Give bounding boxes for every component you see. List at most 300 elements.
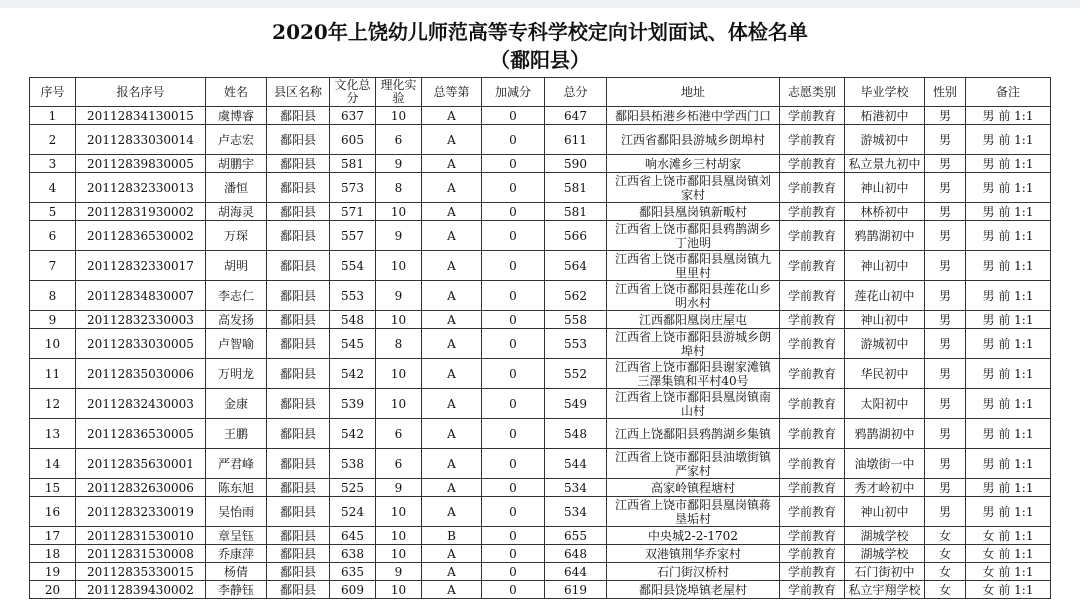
cell-gender: 女 xyxy=(925,581,966,599)
cell-gender: 男 xyxy=(925,203,966,221)
cell-total: 544 xyxy=(545,449,607,479)
cell-index: 5 xyxy=(30,203,76,221)
cell-index: 20 xyxy=(30,581,76,599)
cell-name: 陈东旭 xyxy=(206,479,267,497)
cell-total: 534 xyxy=(545,479,607,497)
cell-total: 566 xyxy=(545,221,607,251)
cell-gender: 男 xyxy=(925,419,966,449)
cell-registration-no: 20112832630006 xyxy=(76,479,206,497)
cell-address xyxy=(607,203,780,221)
cell-remark: 男 前 1:1 xyxy=(966,479,1051,497)
cell-address xyxy=(607,419,780,449)
col-header-name: 姓名 xyxy=(206,78,267,107)
table-row xyxy=(30,389,1051,419)
cell-school: 私立景九初中 xyxy=(845,155,925,173)
cell-total: 562 xyxy=(545,281,607,311)
table-row xyxy=(30,479,1051,497)
address-text: 江西省鄱阳县游城乡朗埠村 xyxy=(620,132,765,147)
cell-gender: 男 xyxy=(925,125,966,155)
cell-gender: 男 xyxy=(925,107,966,125)
address-text: 江西省上饶市鄱阳县莲花山乡明水村 xyxy=(614,281,771,310)
cell-index: 17 xyxy=(30,527,76,545)
cell-remark: 女 前 1:1 xyxy=(966,545,1051,563)
cell-registration-no: 20112833030014 xyxy=(76,125,206,155)
cell-category: 学前教育 xyxy=(780,581,845,599)
table-row xyxy=(30,173,1051,203)
address-text: 响水滩乡三村胡家 xyxy=(644,156,741,171)
cell-culture-score: 553 xyxy=(330,281,376,311)
cell-registration-no: 20112834830007 xyxy=(76,281,206,311)
cell-lab-score: 10 xyxy=(376,389,422,419)
cell-culture-score: 637 xyxy=(330,107,376,125)
cell-index: 14 xyxy=(30,449,76,479)
cell-grade: B xyxy=(422,527,482,545)
cell-remark: 女 前 1:1 xyxy=(966,527,1051,545)
cell-registration-no: 20112836530002 xyxy=(76,221,206,251)
cell-gender: 女 xyxy=(925,527,966,545)
col-header-registration-no: 报名序号 xyxy=(76,78,206,107)
cell-gender: 男 xyxy=(925,281,966,311)
cell-county: 鄱阳县 xyxy=(267,449,330,479)
cell-category: 学前教育 xyxy=(780,311,845,329)
cell-index: 3 xyxy=(30,155,76,173)
address-text: 江西省上饶市鄱阳县凰岗镇南山村 xyxy=(614,389,771,418)
table-row xyxy=(30,107,1051,125)
col-header-address: 地址 xyxy=(607,78,780,107)
cell-registration-no: 20112831930002 xyxy=(76,203,206,221)
cell-name: 万明龙 xyxy=(206,359,267,389)
table-row xyxy=(30,221,1051,251)
cell-category: 学前教育 xyxy=(780,527,845,545)
cell-county: 鄱阳县 xyxy=(267,173,330,203)
cell-school: 游城初中 xyxy=(845,329,925,359)
cell-index: 4 xyxy=(30,173,76,203)
col-header-remark: 备注 xyxy=(966,78,1051,107)
col-header-school: 毕业学校 xyxy=(845,78,925,107)
cell-total: 553 xyxy=(545,329,607,359)
table-row xyxy=(30,155,1051,173)
cell-category: 学前教育 xyxy=(780,107,845,125)
cell-grade: A xyxy=(422,581,482,599)
cell-total: 590 xyxy=(545,155,607,173)
col-header-gender: 性别 xyxy=(925,78,966,107)
cell-county: 鄱阳县 xyxy=(267,359,330,389)
cell-category: 学前教育 xyxy=(780,359,845,389)
cell-registration-no: 20112839430002 xyxy=(76,581,206,599)
cell-lab-score: 9 xyxy=(376,155,422,173)
cell-culture-score: 605 xyxy=(330,125,376,155)
cell-registration-no: 20112834130015 xyxy=(76,107,206,125)
address-text: 江西省上饶市鄱阳县油墩街镇严家村 xyxy=(614,449,771,478)
cell-address xyxy=(607,497,780,527)
cell-name: 卢智喻 xyxy=(206,329,267,359)
address-text: 双港镇荆华乔家村 xyxy=(644,546,741,561)
cell-culture-score: 645 xyxy=(330,527,376,545)
cell-school: 鸦鹊湖初中 xyxy=(845,221,925,251)
cell-grade: A xyxy=(422,497,482,527)
cell-address xyxy=(607,527,780,545)
cell-gender: 男 xyxy=(925,329,966,359)
cell-gender: 男 xyxy=(925,449,966,479)
col-header-bonus: 加减分 xyxy=(482,78,545,107)
cell-name: 虞博睿 xyxy=(206,107,267,125)
cell-total: 619 xyxy=(545,581,607,599)
cell-bonus: 0 xyxy=(482,581,545,599)
cell-remark: 男 前 1:1 xyxy=(966,419,1051,449)
cell-county: 鄱阳县 xyxy=(267,389,330,419)
cell-category: 学前教育 xyxy=(780,479,845,497)
cell-category: 学前教育 xyxy=(780,389,845,419)
cell-school: 油墩街一中 xyxy=(845,449,925,479)
cell-lab-score: 6 xyxy=(376,449,422,479)
cell-lab-score: 6 xyxy=(376,419,422,449)
cell-index: 2 xyxy=(30,125,76,155)
cell-address xyxy=(607,545,780,563)
cell-category: 学前教育 xyxy=(780,155,845,173)
address-text: 鄱阳县凰岗镇新畈村 xyxy=(638,204,747,219)
cell-remark: 男 前 1:1 xyxy=(966,497,1051,527)
cell-total: 564 xyxy=(545,251,607,281)
cell-gender: 男 xyxy=(925,389,966,419)
cell-index: 18 xyxy=(30,545,76,563)
cell-lab-score: 10 xyxy=(376,251,422,281)
cell-remark: 男 前 1:1 xyxy=(966,125,1051,155)
cell-gender: 男 xyxy=(925,479,966,497)
table-row xyxy=(30,311,1051,329)
document-title: 2020年上饶幼儿师范高等专科学校定向计划面试、体检名单 xyxy=(272,20,808,44)
cell-bonus: 0 xyxy=(482,527,545,545)
cell-remark: 男 前 1:1 xyxy=(966,359,1051,389)
col-header-lab-score: 理化实验 xyxy=(376,78,422,107)
cell-lab-score: 8 xyxy=(376,329,422,359)
cell-grade: A xyxy=(422,203,482,221)
cell-total: 655 xyxy=(545,527,607,545)
cell-grade: A xyxy=(422,311,482,329)
cell-remark: 女 前 1:1 xyxy=(966,581,1051,599)
cell-county: 鄱阳县 xyxy=(267,581,330,599)
cell-bonus: 0 xyxy=(482,419,545,449)
cell-lab-score: 9 xyxy=(376,563,422,581)
cell-bonus: 0 xyxy=(482,563,545,581)
cell-index: 9 xyxy=(30,311,76,329)
cell-grade: A xyxy=(422,251,482,281)
cell-remark: 男 前 1:1 xyxy=(966,389,1051,419)
document-subtitle: （鄱阳县） xyxy=(490,48,590,72)
cell-bonus: 0 xyxy=(482,173,545,203)
cell-name: 吴怡雨 xyxy=(206,497,267,527)
cell-culture-score: 525 xyxy=(330,479,376,497)
cell-grade: A xyxy=(422,173,482,203)
cell-category: 学前教育 xyxy=(780,449,845,479)
cell-total: 558 xyxy=(545,311,607,329)
cell-category: 学前教育 xyxy=(780,221,845,251)
cell-registration-no: 20112832330017 xyxy=(76,251,206,281)
cell-category: 学前教育 xyxy=(780,563,845,581)
cell-index: 7 xyxy=(30,251,76,281)
cell-grade: A xyxy=(422,281,482,311)
table-row xyxy=(30,449,1051,479)
cell-lab-score: 9 xyxy=(376,281,422,311)
cell-county: 鄱阳县 xyxy=(267,203,330,221)
cell-registration-no: 20112832330019 xyxy=(76,497,206,527)
table-row xyxy=(30,251,1051,281)
cell-county: 鄱阳县 xyxy=(267,419,330,449)
cell-remark: 男 前 1:1 xyxy=(966,449,1051,479)
table-row xyxy=(30,419,1051,449)
cell-culture-score: 609 xyxy=(330,581,376,599)
cell-bonus: 0 xyxy=(482,221,545,251)
cell-lab-score: 10 xyxy=(376,581,422,599)
cell-address xyxy=(607,449,780,479)
cell-bonus: 0 xyxy=(482,449,545,479)
cell-index: 8 xyxy=(30,281,76,311)
cell-total: 647 xyxy=(545,107,607,125)
cell-registration-no: 20112832330003 xyxy=(76,311,206,329)
cell-address xyxy=(607,581,780,599)
cell-registration-no: 20112832430003 xyxy=(76,389,206,419)
cell-culture-score: 571 xyxy=(330,203,376,221)
cell-registration-no: 20112832330013 xyxy=(76,173,206,203)
address-text: 江西上饶鄱阳县鸦鹊湖乡集镇 xyxy=(614,426,771,441)
cell-grade: A xyxy=(422,155,482,173)
cell-county: 鄱阳县 xyxy=(267,563,330,581)
cell-name: 章呈钰 xyxy=(206,527,267,545)
cell-culture-score: 524 xyxy=(330,497,376,527)
cell-address xyxy=(607,329,780,359)
cell-remark: 男 前 1:1 xyxy=(966,203,1051,221)
cell-lab-score: 9 xyxy=(376,221,422,251)
cell-lab-score: 8 xyxy=(376,173,422,203)
cell-lab-score: 10 xyxy=(376,545,422,563)
cell-culture-score: 573 xyxy=(330,173,376,203)
cell-school: 秀才岭初中 xyxy=(845,479,925,497)
cell-culture-score: 554 xyxy=(330,251,376,281)
table-row xyxy=(30,281,1051,311)
cell-remark: 男 前 1:1 xyxy=(966,107,1051,125)
cell-address xyxy=(607,155,780,173)
cell-culture-score: 581 xyxy=(330,155,376,173)
cell-total: 581 xyxy=(545,173,607,203)
cell-county: 鄱阳县 xyxy=(267,125,330,155)
table-row xyxy=(30,527,1051,545)
cell-registration-no: 20112831530010 xyxy=(76,527,206,545)
cell-address xyxy=(607,125,780,155)
cell-grade: A xyxy=(422,359,482,389)
cell-category: 学前教育 xyxy=(780,125,845,155)
col-header-total: 总分 xyxy=(545,78,607,107)
col-header-culture-score: 文化总分 xyxy=(330,78,376,107)
table-row xyxy=(30,497,1051,527)
cell-category: 学前教育 xyxy=(780,419,845,449)
cell-school: 华民初中 xyxy=(845,359,925,389)
cell-category: 学前教育 xyxy=(780,251,845,281)
cell-gender: 女 xyxy=(925,545,966,563)
cell-grade: A xyxy=(422,545,482,563)
cell-registration-no: 20112831530008 xyxy=(76,545,206,563)
cell-bonus: 0 xyxy=(482,251,545,281)
cell-school: 鸦鹊湖初中 xyxy=(845,419,925,449)
cell-gender: 男 xyxy=(925,173,966,203)
cell-name: 胡明 xyxy=(206,251,267,281)
cell-grade: A xyxy=(422,329,482,359)
address-text: 江西省上饶市鄱阳县凰岗镇九里里村 xyxy=(614,251,771,280)
table-row xyxy=(30,329,1051,359)
cell-grade: A xyxy=(422,221,482,251)
cell-grade: A xyxy=(422,389,482,419)
table-row xyxy=(30,545,1051,563)
cell-index: 11 xyxy=(30,359,76,389)
cell-registration-no: 20112835030006 xyxy=(76,359,206,389)
address-text: 江西省上饶市鄱阳县鸦鹊湖乡丁池明 xyxy=(614,221,771,250)
cell-grade: A xyxy=(422,563,482,581)
cell-total: 581 xyxy=(545,203,607,221)
cell-address xyxy=(607,251,780,281)
table-row xyxy=(30,125,1051,155)
cell-county: 鄱阳县 xyxy=(267,329,330,359)
cell-school: 神山初中 xyxy=(845,173,925,203)
cell-school: 湖城学校 xyxy=(845,527,925,545)
cell-index: 6 xyxy=(30,221,76,251)
table-row xyxy=(30,203,1051,221)
cell-lab-score: 10 xyxy=(376,311,422,329)
cell-index: 12 xyxy=(30,389,76,419)
cell-school: 石门街初中 xyxy=(845,563,925,581)
cell-grade: A xyxy=(422,125,482,155)
cell-index: 19 xyxy=(30,563,76,581)
address-text: 石门街汉桥村 xyxy=(656,564,729,579)
cell-county: 鄱阳县 xyxy=(267,311,330,329)
cell-county: 鄱阳县 xyxy=(267,527,330,545)
cell-gender: 男 xyxy=(925,311,966,329)
cell-name: 王鹏 xyxy=(206,419,267,449)
cell-name: 胡海灵 xyxy=(206,203,267,221)
cell-gender: 男 xyxy=(925,251,966,281)
cell-category: 学前教育 xyxy=(780,545,845,563)
cell-culture-score: 542 xyxy=(330,419,376,449)
cell-index: 13 xyxy=(30,419,76,449)
cell-address xyxy=(607,563,780,581)
cell-registration-no: 20112835330015 xyxy=(76,563,206,581)
cell-school: 林桥初中 xyxy=(845,203,925,221)
cell-name: 卢志宏 xyxy=(206,125,267,155)
cell-name: 高发扬 xyxy=(206,311,267,329)
cell-address xyxy=(607,281,780,311)
cell-bonus: 0 xyxy=(482,497,545,527)
cell-lab-score: 10 xyxy=(376,359,422,389)
cell-name: 潘恒 xyxy=(206,173,267,203)
cell-remark: 男 前 1:1 xyxy=(966,221,1051,251)
cell-name: 严君峰 xyxy=(206,449,267,479)
address-text: 鄱阳县柘港乡柘港中学西门口 xyxy=(614,108,771,123)
cell-county: 鄱阳县 xyxy=(267,479,330,497)
col-header-index: 序号 xyxy=(30,78,76,107)
cell-school: 神山初中 xyxy=(845,311,925,329)
cell-category: 学前教育 xyxy=(780,173,845,203)
address-text: 江西鄱阳凰岗庄屋屯 xyxy=(638,312,747,327)
cell-gender: 女 xyxy=(925,563,966,581)
cell-category: 学前教育 xyxy=(780,203,845,221)
cell-index: 16 xyxy=(30,497,76,527)
cell-gender: 男 xyxy=(925,359,966,389)
cell-name: 金康 xyxy=(206,389,267,419)
cell-total: 611 xyxy=(545,125,607,155)
cell-county: 鄱阳县 xyxy=(267,221,330,251)
cell-county: 鄱阳县 xyxy=(267,497,330,527)
cell-lab-score: 10 xyxy=(376,203,422,221)
table-row xyxy=(30,581,1051,599)
cell-total: 548 xyxy=(545,419,607,449)
cell-culture-score: 557 xyxy=(330,221,376,251)
cell-bonus: 0 xyxy=(482,359,545,389)
cell-school: 神山初中 xyxy=(845,251,925,281)
address-text: 江西省上饶市鄱阳县谢家滩镇三澤集镇和平村40号 xyxy=(614,359,771,388)
cell-name: 杨倩 xyxy=(206,563,267,581)
cell-lab-score: 10 xyxy=(376,527,422,545)
cell-bonus: 0 xyxy=(482,203,545,221)
col-header-category: 志愿类别 xyxy=(780,78,845,107)
cell-lab-score: 10 xyxy=(376,107,422,125)
cell-remark: 男 前 1:1 xyxy=(966,311,1051,329)
cell-index: 15 xyxy=(30,479,76,497)
cell-registration-no: 20112839830005 xyxy=(76,155,206,173)
cell-grade: A xyxy=(422,419,482,449)
cell-remark: 男 前 1:1 xyxy=(966,281,1051,311)
cell-school: 湖城学校 xyxy=(845,545,925,563)
cell-remark: 男 前 1:1 xyxy=(966,155,1051,173)
cell-grade: A xyxy=(422,449,482,479)
cell-grade: A xyxy=(422,107,482,125)
col-header-grade: 总等第 xyxy=(422,78,482,107)
cell-school: 莲花山初中 xyxy=(845,281,925,311)
cell-county: 鄱阳县 xyxy=(267,251,330,281)
cell-county: 鄱阳县 xyxy=(267,107,330,125)
address-text: 江西省上饶市鄱阳县凰岗镇蒋垦垢村 xyxy=(614,497,771,526)
cell-address xyxy=(607,479,780,497)
address-text: 高家岭镇程塘村 xyxy=(650,480,735,495)
cell-culture-score: 539 xyxy=(330,389,376,419)
cell-registration-no: 20112833030005 xyxy=(76,329,206,359)
cell-name: 李静钰 xyxy=(206,581,267,599)
cell-total: 648 xyxy=(545,545,607,563)
cell-lab-score: 6 xyxy=(376,125,422,155)
cell-name: 李志仁 xyxy=(206,281,267,311)
cell-category: 学前教育 xyxy=(780,281,845,311)
cell-total: 534 xyxy=(545,497,607,527)
cell-school: 游城初中 xyxy=(845,125,925,155)
cell-address xyxy=(607,221,780,251)
address-text: 江西省上饶市鄱阳县凰岗镇刘家村 xyxy=(614,173,771,202)
cell-category: 学前教育 xyxy=(780,497,845,527)
cell-bonus: 0 xyxy=(482,155,545,173)
cell-total: 644 xyxy=(545,563,607,581)
cell-county: 鄱阳县 xyxy=(267,281,330,311)
roster-table xyxy=(29,77,1051,599)
cell-school: 私立宇翔学校 xyxy=(845,581,925,599)
cell-school: 柘港初中 xyxy=(845,107,925,125)
cell-gender: 男 xyxy=(925,155,966,173)
cell-name: 胡鹏宇 xyxy=(206,155,267,173)
top-strip xyxy=(0,0,1080,8)
cell-bonus: 0 xyxy=(482,125,545,155)
cell-bonus: 0 xyxy=(482,311,545,329)
address-text: 鄱阳县饶埠镇老屋村 xyxy=(638,582,747,597)
cell-culture-score: 538 xyxy=(330,449,376,479)
cell-registration-no: 20112836530005 xyxy=(76,419,206,449)
cell-remark: 男 前 1:1 xyxy=(966,251,1051,281)
cell-address xyxy=(607,311,780,329)
header-row xyxy=(30,78,1051,107)
cell-name: 乔康萍 xyxy=(206,545,267,563)
